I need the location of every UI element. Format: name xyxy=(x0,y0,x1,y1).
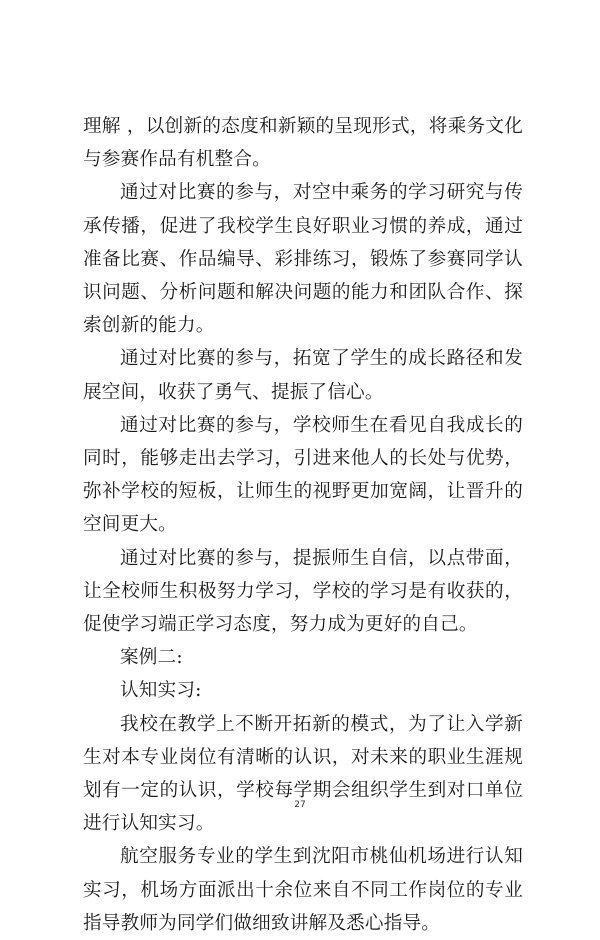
paragraph-4: 通过对比赛的参与，学校师生在看见自我成长的同时，能够走出去学习，引进来他人的长处与优势，弥补学校的短板，让师生的视野更加宽阔，让晋升的空间更大。 xyxy=(83,414,523,536)
page-number: 27 xyxy=(294,800,306,810)
document-body xyxy=(83,110,523,940)
paragraph-6: 我校在教学上不断开拓新的模式，为了让入学新生对本专业岗位有清晰的认识，对未来的职业生涯规划有一定的认识，学校每学期会组织学生到对口单位进行认知实习。 xyxy=(83,713,523,835)
paragraph-1: 理解 ，以创新的态度和新颖的呈现形式，将乘务文化与参赛作品有机整合。 xyxy=(83,116,523,171)
case-heading: 案例二: xyxy=(120,647,183,669)
paragraph-2: 通过对比赛的参与，对空中乘务的学习研究与传承传播，促进了我校学生良好职业习惯的养成，通过准备比赛、作品编导、彩排练习，锻炼了参赛同学认识问题、分析问题和解决问题的能力和团队合作、探索创新的能力。 xyxy=(83,182,523,337)
paragraph-7: 航空服务专业的学生到沈阳市桃仙机场进行认知实习，机场方面派出十余位来自不同工作岗位的专业指导教师为同学们做细致讲解及悉心指导。 xyxy=(83,846,523,934)
section-heading: 认知实习: xyxy=(120,680,202,702)
paragraph-3: 通过对比赛的参与，拓宽了学生的成长路径和发展空间，收获了勇气、提振了信心。 xyxy=(83,348,523,403)
paragraph-5: 通过对比赛的参与，提振师生自信，以点带面，让全校师生积极努力学习，学校的学习是有收获的，促使学习端正学习态度，努力成为更好的自己。 xyxy=(83,547,523,636)
